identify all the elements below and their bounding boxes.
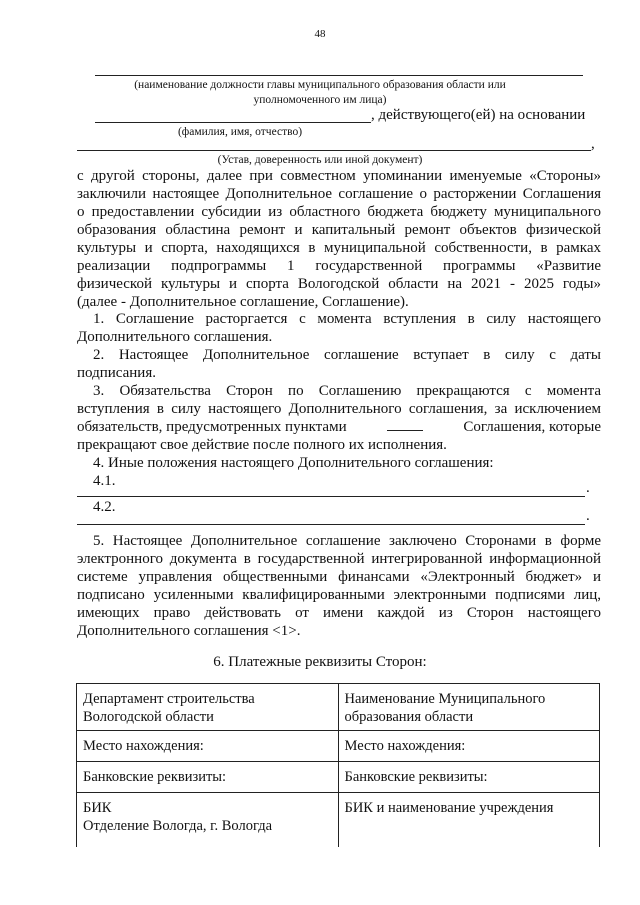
preamble-line: о предоставлении субсидии из областного бюджета бюджету муниципального	[77, 204, 601, 220]
table-cell: Место нахождения:	[338, 731, 600, 762]
clause-3-points-text: обязательств, предусмотренных пунктами	[77, 419, 347, 435]
clause-4-2-label: 4.2.	[93, 499, 116, 515]
clause-5-line: 5. Настоящее Дополнительное соглашение заключено Сторонами в форме	[93, 533, 601, 549]
preamble-line: образования областина ремонт и капитальный ремонт объектов физической	[77, 222, 601, 238]
clause-2-line: 2. Настоящее Дополнительное соглашение вступает в силу с даты	[93, 347, 601, 363]
table-row	[77, 762, 600, 793]
requisites-table	[76, 683, 600, 847]
table-cell: Банковские реквизиты:	[77, 762, 339, 793]
clause-3-line: вступления в силу настоящего Дополнительного соглашения, за исключением	[77, 401, 601, 417]
table-cell: Департамент строительства Вологодской области	[77, 684, 339, 731]
clause-4-title: 4. Иные положения настоящего Дополнительного соглашения:	[93, 455, 494, 471]
caption-position-2: уполномоченного им лица)	[253, 94, 387, 106]
clause-5-line: Дополнительного соглашения <1>.	[77, 623, 301, 639]
clause-4-2-dot: .	[586, 508, 590, 524]
clause-4-2-fill-line	[77, 524, 585, 525]
preamble-line: (далее - Дополнительное соглашение, Соглашение).	[77, 294, 409, 310]
table-cell: Банковские реквизиты:	[338, 762, 600, 793]
table-cell: Наименование Муниципального образования области	[338, 684, 600, 731]
section-6-title: 6. Платежные реквизиты Сторон:	[213, 654, 427, 670]
points-blank-field	[387, 418, 423, 431]
table-cell: Место нахождения:	[77, 731, 339, 762]
basis-comma: ,	[591, 136, 595, 152]
clause-3-line: 3. Обязательства Сторон по Соглашению прекращаются с момента	[93, 383, 601, 399]
clause-4-1-label: 4.1.	[93, 473, 116, 489]
preamble-line: с другой стороны, далее при совместном упоминании именуемые «Стороны»	[77, 168, 601, 184]
clause-1-line: Дополнительного соглашения.	[77, 329, 273, 345]
clause-5-line: имеющих право действовать от имени каждой из Сторон настоящего	[77, 605, 601, 621]
fio-fill-line	[95, 122, 371, 123]
caption-fio: (фамилия, имя, отчество)	[177, 126, 303, 138]
clause-3-line: прекращают свое действие после полного их исполнения.	[77, 437, 447, 453]
caption-position: (наименование должности главы муниципального образования области или	[134, 79, 506, 91]
position-fill-line	[95, 75, 583, 76]
clause-3-line	[77, 418, 601, 436]
preamble-line: культуры и спорта, находящихся в муниципальной собственности, в рамках	[77, 240, 601, 256]
clause-5-line: системе управления общественными финансами «Электронный бюджет» и	[77, 569, 601, 585]
preamble-line: реализации подпрограммы 1 государственной программы «Развитие	[77, 258, 601, 274]
table-cell: БИК Отделение Вологда, г. Вологда	[77, 793, 339, 848]
clause-3-agreement-text: Соглашения, которые	[463, 419, 601, 435]
clause-4-1-dot: .	[586, 480, 590, 496]
acting-text: , действующего(ей) на основании	[371, 107, 586, 123]
clause-5-line: электронного документа в государственной интегрированной информационной	[77, 551, 601, 567]
basis-fill-line	[77, 150, 591, 151]
table-row	[77, 793, 600, 848]
clause-5-line: подписано усиленными квалифицированными электронными подписями лиц,	[77, 587, 601, 603]
caption-basis: (Устав, доверенность или иной документ)	[217, 154, 423, 166]
clause-2-line: подписания.	[77, 365, 156, 381]
page-number: 48	[314, 28, 326, 40]
preamble-line: физической культуры и спорта Вологодской области на 2021 - 2025 годы»	[77, 276, 601, 292]
table-row	[77, 731, 600, 762]
clause-4-1-fill-line	[77, 496, 585, 497]
table-row	[77, 684, 600, 731]
clause-1-line: 1. Соглашение расторгается с момента вступления в силу настоящего	[93, 311, 601, 327]
preamble-line: заключили настоящее Дополнительное соглашение о расторжении Соглашения	[77, 186, 601, 202]
table-cell: БИК и наименование учреждения	[338, 793, 600, 848]
